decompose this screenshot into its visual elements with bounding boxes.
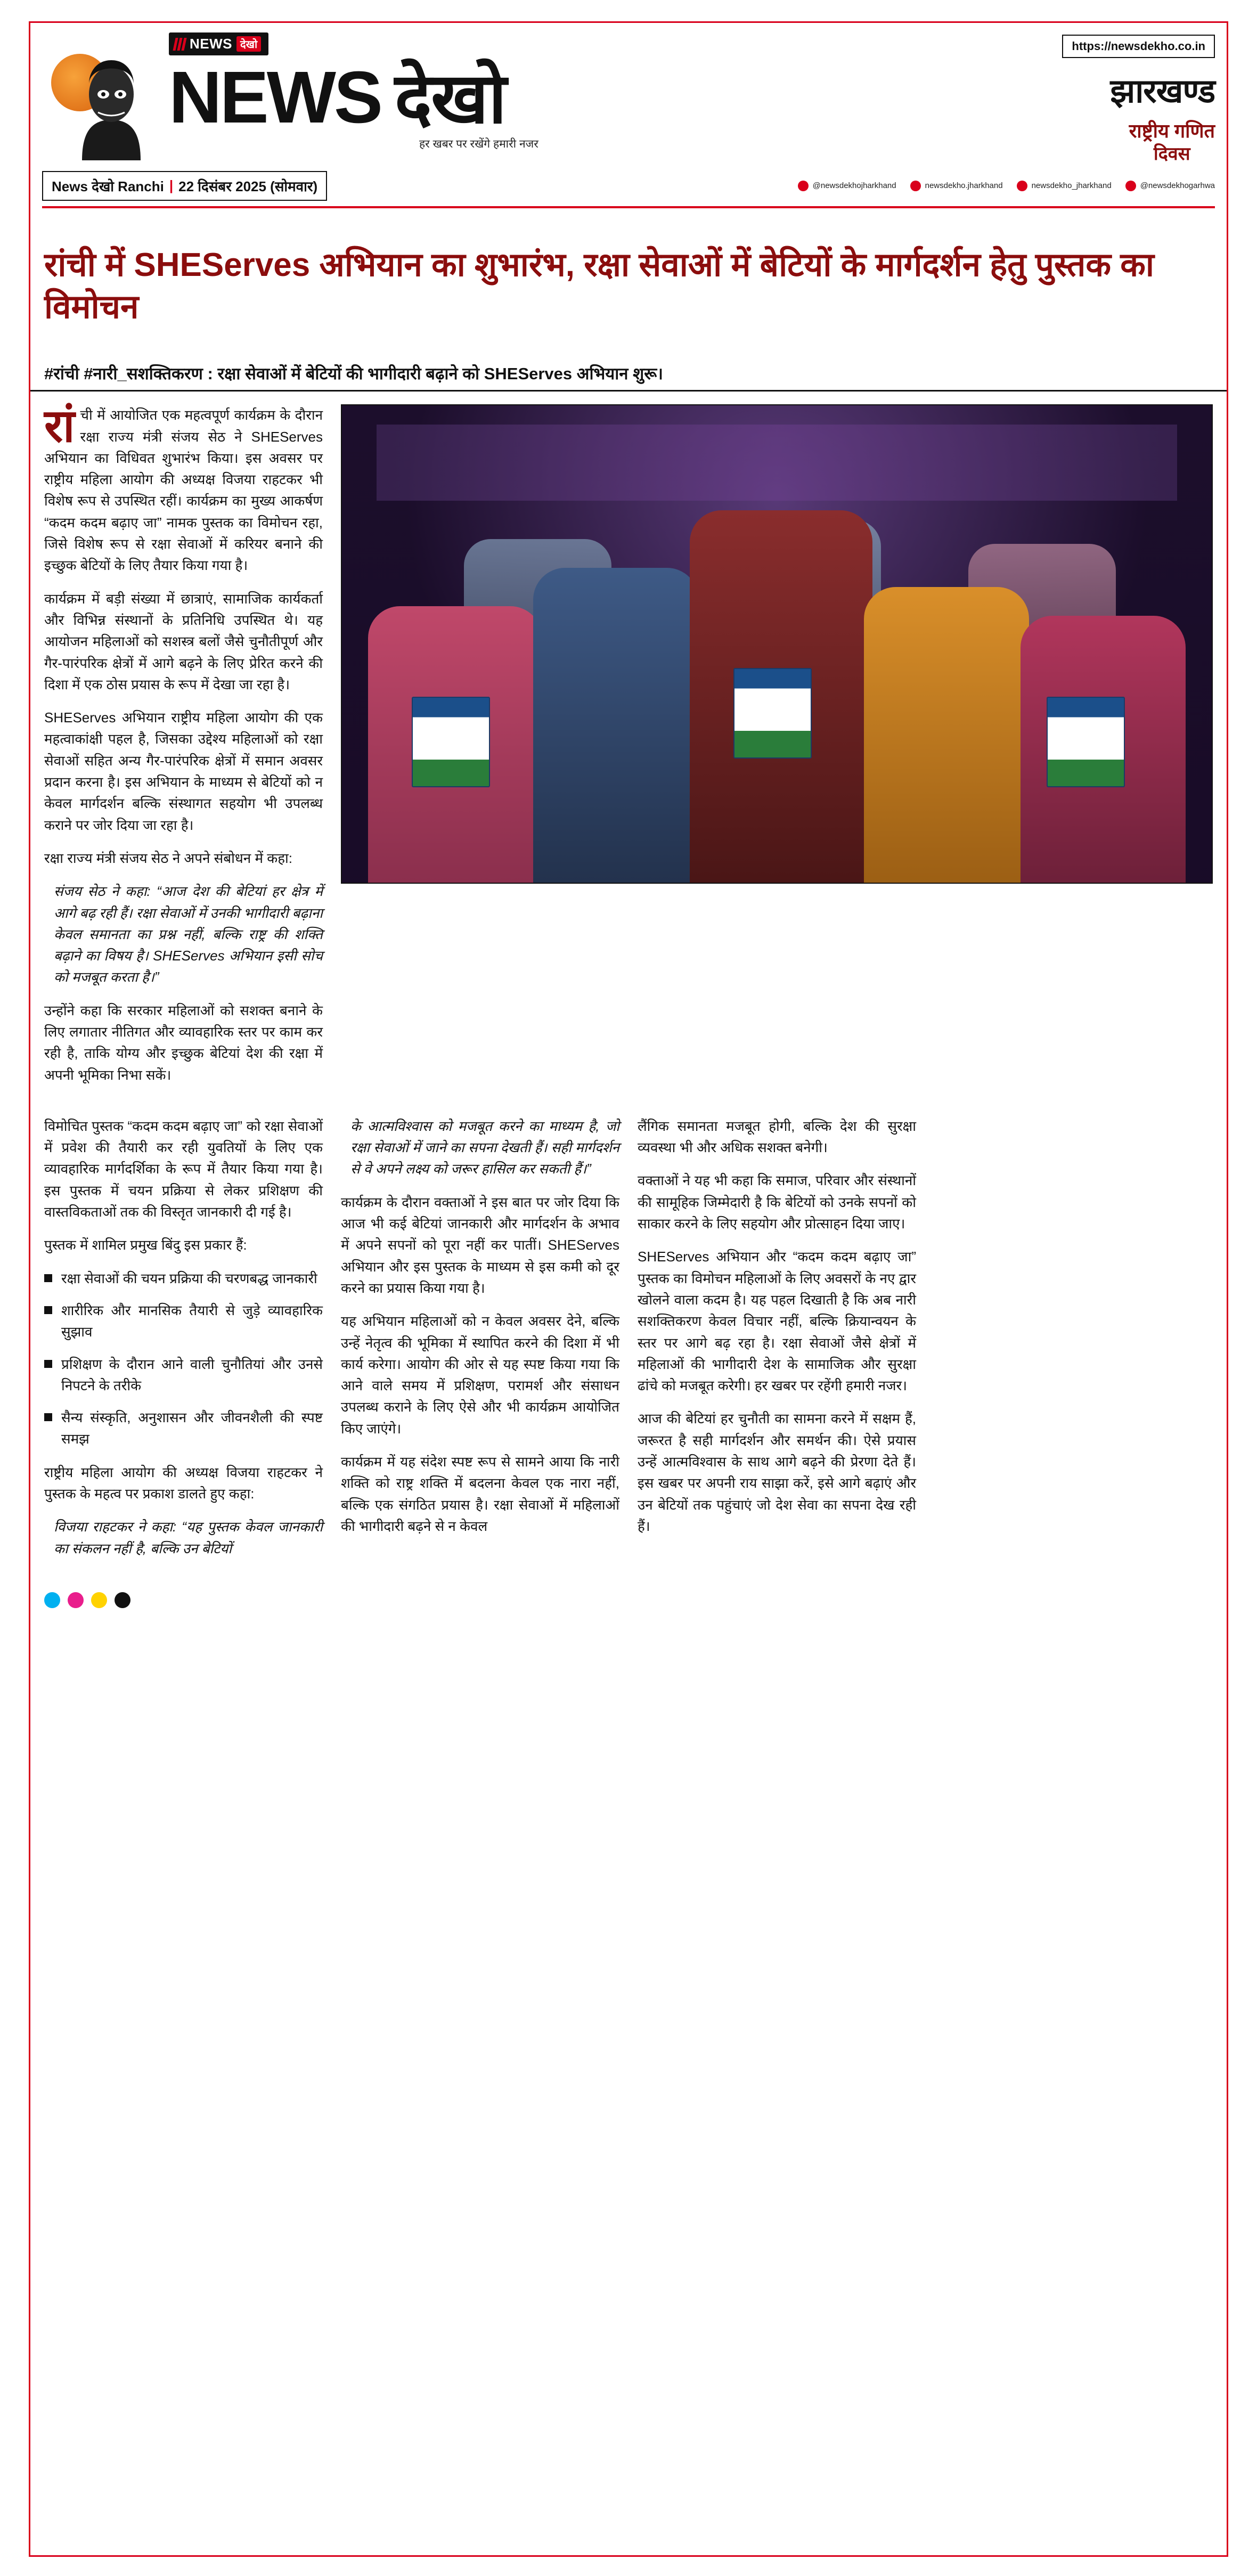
paragraph: विमोचित पुस्तक “कदम कदम बढ़ाए जा” को रक्षा सेवाओं में प्रवेश की तैयारी कर रही युवतियों के लिए एक व्यावहारिक मार्गदर्शिका के रूप में तैयार किया गया है। इस पुस्तक में चयन प्रक्रिया से लेकर प्रशिक्षण की वास्तविकताओं तक की विस्तृत जानकारी दी गई है।: [44, 1118, 323, 1220]
book-cover: [1047, 697, 1125, 787]
person-foreground: [864, 587, 1029, 883]
logo: [169, 56, 986, 138]
divider-red: [42, 206, 1215, 208]
column-4: [638, 1115, 916, 1571]
social-handles: [798, 181, 1215, 191]
social-handle-instagram[interactable]: [910, 181, 1003, 191]
column-1: [44, 401, 323, 1097]
stage-banner: [377, 425, 1177, 501]
social-handle-twitter[interactable]: [1017, 181, 1112, 191]
page-title: रांची में SHEServes अभियान का शुभारंभ, रक्षा सेवाओं में बेटियों के मार्गदर्शन हेतु पुस्तक का विमोचन: [44, 247, 1154, 326]
column-3: [341, 1115, 619, 1571]
paragraph: राष्ट्रीय महिला आयोग की अध्यक्ष विजया राहटकर ने पुस्तक के महत्व पर प्रकाश डालते हुए कहा:: [44, 1464, 323, 1502]
publication-date: 22 दिसंबर 2025 (सोमवार): [178, 178, 318, 194]
bars-icon: [174, 38, 185, 51]
paragraph: कार्यक्रम में बड़ी संख्या में छात्राएं, सामाजिक कार्यकर्ता और विभिन्न संस्थानों के प्रतिनिधि उपस्थित थे। यह आयोजन महिलाओं को सशस्त्र बलों जैसे चुनौतीपूर्ण और गैर-पारंपरिक क्षेत्रों में आगे बढ़ने के लिए प्रेरित करने की दिशा में एक ठोस प्रयास के रूप में देखा जा रहा है।: [44, 590, 323, 692]
paragraph: आज की बेटियां हर चुनौती का सामना करने में सक्षम हैं, जरूरत है सही मार्गदर्शन और समर्थन की। ऐसे प्रयास उन्हें आत्मविश्वास के साथ आगे बढ़ने की प्रेरणा देते हैं। इस खबर पर अपनी राय साझा करें, इसे आगे बढ़ाएं और उन बेटियों तक पहुंचाएं जो देश सेवा का सपना देख रही हैं।: [638, 1411, 916, 1534]
book-highlights-list: [44, 1268, 323, 1450]
paragraph: SHEServes अभियान राष्ट्रीय महिला आयोग की एक महत्वाकांक्षी पहल है, जिसका उद्देश्य महिलाओं को रक्षा सेवाओं सहित अन्य गैर-पारंपरिक क्षेत्रों में समान अवसर प्रदान करना है। इस अभियान के माध्यम से बेटियों को न केवल मार्गदर्शन बल्कि संस्थागत सहयोग भी उपलब्ध कराने पर जोर दिया जा रहा है।: [44, 710, 323, 833]
tagline: हर खबर पर रखेंगे हमारी नजर: [419, 138, 538, 150]
color-calibration-dots: [30, 1587, 1227, 1620]
edition-name: News देखो Ranchi: [52, 178, 164, 194]
ramanujan-portrait-icon: [71, 45, 151, 160]
brand-chip: [169, 32, 268, 55]
color-dot-yellow: [91, 1592, 107, 1608]
edition-date-box: [42, 171, 327, 201]
list-item: शारीरिक और मानसिक तैयारी से जुड़े व्यावहारिक सुझाव: [44, 1300, 323, 1343]
paragraph: वक्ताओं ने यह भी कहा कि समाज, परिवार और संस्थानों की सामूहिक जिम्मेदारी है कि बेटियों को उनके सपनों को साकार करने के लिए सहयोग और प्रोत्साहन दिया जाए।: [638, 1172, 916, 1232]
social-handle-instagram-label: newsdekho.jharkhand: [925, 181, 1003, 190]
color-dot-magenta: [68, 1592, 84, 1608]
pull-quote-minister: संजय सेठ ने कहा: “आज देश की बेटियां हर क्षेत्र में आगे बढ़ रही हैं। रक्षा सेवाओं में उनकी भागीदारी बढ़ाना केवल समानता का प्रश्न नहीं, बल्कि राष्ट्र की शक्ति बढ़ाने का विषय है। SHEServes अभियान इसी सोच को मजबूत करता है।”: [54, 883, 323, 985]
youtube-icon: [1125, 181, 1136, 191]
subheadline: #रांची #नारी_सशक्तिकरण : रक्षा सेवाओं में बेटियों की भागीदारी बढ़ाने को SHEServes अभियान शुरू।: [30, 354, 1227, 392]
article-body: [30, 392, 1227, 1587]
paragraph: उन्होंने कहा कि सरकार महिलाओं को सशक्त बनाने के लिए लगातार नीतिगत और व्यावहारिक स्तर पर काम कर रही है, ताकि योग्य और इच्छुक बेटियां देश की रक्षा में अपनी भूमिका निभा सकें।: [44, 1002, 323, 1083]
special-day-line1: राष्ट्रीय गणित: [1129, 120, 1215, 142]
paragraph: यह अभियान महिलाओं को न केवल अवसर देने, बल्कि उन्हें नेतृत्व की भूमिका में स्थापित करने की दिशा में भी कार्य करेगा। आयोग की ओर से यह स्पष्ट किया गया कि आने वाले समय में प्रशिक्षण, परामर्श और संसाधन उपलब्ध कराने के लिए ऐसे और भी कार्यक्रम आयोजित किए जाएंगे।: [341, 1313, 619, 1437]
list-item: सैन्य संस्कृति, अनुशासन और जीवनशैली की स्पष्ट समझ: [44, 1407, 323, 1450]
masthead-center: [165, 32, 986, 166]
paragraph-lead: [44, 401, 323, 576]
color-dot-cyan: [44, 1592, 60, 1608]
paragraph: पुस्तक में शामिल प्रमुख बिंदु इस प्रकार हैं:: [44, 1237, 247, 1253]
page-frame: [29, 21, 1228, 2557]
paragraph: रक्षा राज्य मंत्री संजय सेठ ने अपने संबोधन में कहा:: [44, 850, 292, 866]
paragraph: SHEServes अभियान और “कदम कदम बढ़ाए जा” पुस्तक का विमोचन महिलाओं के लिए अवसरों के नए द्वार खोलने वाला कदम है। यह पहल दिखाती है कि अब नारी सशक्तिकरण केवल विचार नहीं, बल्कि क्रियान्वयन के स्तर पर आगे बढ़ रहा है। रक्षा सेवाओं जैसे क्षेत्रों में महिलाओं की भागीदारी देश के सामाजिक और सुरक्षा ढांचे को मजबूत करेगी। हर खबर पर रहेंगी हमारी नजर।: [638, 1249, 916, 1394]
masthead-right: [986, 32, 1215, 166]
column-2: [44, 1115, 323, 1571]
separator: |: [169, 177, 174, 193]
facebook-icon: [798, 181, 809, 191]
person-foreground: [533, 568, 698, 883]
brand-chip-news: NEWS: [190, 36, 232, 52]
book-cover: [733, 668, 812, 759]
masthead: [30, 23, 1227, 169]
color-dot-black: [115, 1592, 130, 1608]
logo-dekho: देखो: [395, 59, 506, 137]
website-url[interactable]: https://newsdekho.co.in: [1062, 35, 1215, 58]
brand-chip-dekho: देखो: [236, 36, 261, 52]
list-item: रक्षा सेवाओं की चयन प्रक्रिया की चरणबद्ध जानकारी: [44, 1268, 323, 1289]
list-item: प्रशिक्षण के दौरान आने वाली चुनौतियां और उनसे निपटने के तरीके: [44, 1354, 323, 1397]
special-day-label: [1129, 119, 1215, 166]
article-photo-wrapper: [341, 404, 1213, 1097]
social-handle-youtube[interactable]: [1125, 181, 1215, 191]
paragraph: कार्यक्रम के दौरान वक्ताओं ने इस बात पर जोर दिया कि आज भी कई बेटियां जानकारी और मार्गदर्शन के अभाव में अपने सपनों को पूरा नहीं कर पातीं। SHEServes अभियान और इस पुस्तक के माध्यम से इस कमी को दूर करने का प्रयास किया गया है।: [341, 1194, 619, 1296]
social-handle-youtube-label: @newsdekhogarhwa: [1140, 181, 1215, 190]
instagram-icon: [910, 181, 921, 191]
article-photo: [341, 404, 1213, 884]
paragraph-lead-text: ची में आयोजित एक महत्वपूर्ण कार्यक्रम के दौरान रक्षा राज्य मंत्री संजय सेठ ने SHEServes अभियान का विधिवत शुभारंभ किया। इस अवसर पर राष्ट्रीय महिला आयोग की अध्यक्ष विजया राहटकर भी विशेष रूप से उपस्थित रहीं। कार्यक्रम का मुख्य आकर्षण “कदम कदम बढ़ाए जा” नामक पुस्तक का विमोचन रहा, जिसे विशेष रूप से रक्षा सेवाओं में करियर बनाने की इच्छुक बेटियों के लिए तैयार किया गया है।: [44, 407, 323, 574]
twitter-icon: [1017, 181, 1027, 191]
book-cover: [412, 697, 490, 787]
portrait-illustration: [42, 32, 165, 166]
paragraph: लैंगिक समानता मजबूत होगी, बल्कि देश की सुरक्षा व्यवस्था भी और अधिक सशक्त बनेगी।: [638, 1118, 916, 1156]
social-handle-twitter-label: newsdekho_jharkhand: [1031, 181, 1112, 190]
date-bar: [30, 169, 1227, 206]
logo-news: NEWS: [169, 56, 381, 138]
paragraph: कार्यक्रम में यह संदेश स्पष्ट रूप से सामने आया कि नारी शक्ति को राष्ट्र शक्ति में बदलना केवल एक नारा नहीं, बल्कि एक संगठित प्रयास है। रक्षा सेवाओं में महिलाओं की भागीदारी बढ़ने से न केवल: [341, 1454, 619, 1534]
pull-quote-chairperson-cont: के आत्मविश्वास को मजबूत करने का माध्यम है, जो रक्षा सेवाओं में जाने का सपना देखती हैं। सही मार्गदर्शन से वे अपने लक्ष्य को जरूर हासिल कर सकती हैं।”: [350, 1118, 619, 1177]
edition-state: झारखण्ड: [1110, 73, 1215, 110]
pull-quote-chairperson: विजया राहटकर ने कहा: “यह पुस्तक केवल जानकारी का संकलन नहीं है, बल्कि उन बेटियों: [54, 1519, 323, 1556]
special-day-line2: दिवस: [1153, 144, 1190, 164]
social-handle-facebook[interactable]: [798, 181, 896, 191]
drop-cap: रां: [44, 401, 75, 452]
social-handle-facebook-label: @newsdekhojharkhand: [812, 181, 896, 190]
